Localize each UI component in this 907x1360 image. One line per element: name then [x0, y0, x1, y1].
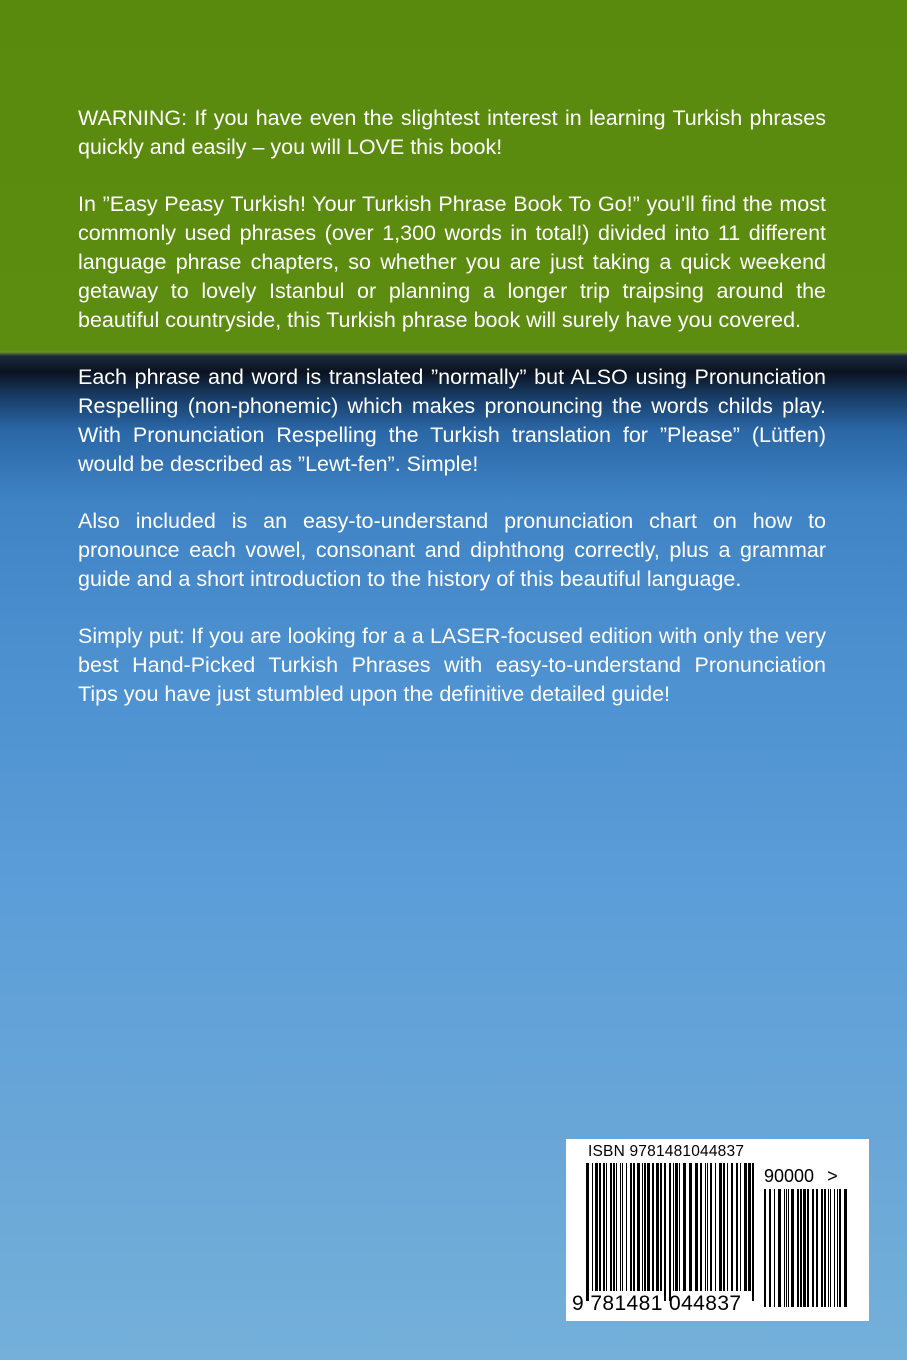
barcode-bar-9 [800, 1189, 802, 1307]
isbn-label: ISBN 9781481044837 [588, 1143, 745, 1160]
barcode-bar-8 [616, 1163, 617, 1291]
blurb-paragraph-pronunciation: Each phrase and word is translated ”normally” but ALSO using Pronunciation Respelling (non-phonemic) which makes pronouncing the words childs play. With Pronunciation Respelling the Turkish translation for ”Please” (Lütfen) would be described as ”Lewt-fen”. Simple! [78, 365, 826, 476]
barcode-bar-3 [778, 1189, 781, 1307]
barcode-bar-21 [844, 1189, 847, 1307]
barcode-bar-40 [744, 1163, 747, 1291]
barcode-bar-42 [752, 1163, 754, 1301]
barcode-bar-20 [660, 1163, 662, 1291]
barcode-bar-27 [689, 1163, 692, 1291]
barcode-bar-12 [630, 1163, 632, 1291]
blurb-paragraph-summary: Simply put: If you are looking for a a LASER-focused edition with only the very best Hand-Picked Turkish Phrases with easy-to-understand Pronunciation Tips you have just stumbled upon the definitive detailed guide! [78, 624, 826, 706]
barcode-bar-6 [788, 1189, 789, 1307]
isbn-digits: 9 781481 044837 [572, 1292, 742, 1315]
barcode-bar-16 [644, 1163, 646, 1291]
barcode-bar-37 [731, 1163, 733, 1291]
barcode-bar-5 [606, 1163, 607, 1291]
barcode-bar-7 [613, 1163, 615, 1291]
barcode-bar-22 [669, 1163, 671, 1301]
barcode-bar-1 [592, 1163, 593, 1291]
barcode-bar-25 [679, 1163, 680, 1291]
barcode-bar-11 [807, 1189, 809, 1307]
barcode-bar-3 [599, 1163, 601, 1291]
barcode-bar-38 [736, 1163, 738, 1291]
barcode-bar-17 [830, 1189, 831, 1307]
barcode-bar-26 [683, 1163, 686, 1291]
blurb-text [78, 104, 826, 737]
barcode-bar-4 [603, 1163, 605, 1291]
barcode-bar-35 [723, 1163, 725, 1291]
barcode-bar-30 [705, 1163, 706, 1291]
barcode-bar-8 [797, 1189, 799, 1307]
barcode-bar-1 [769, 1189, 771, 1307]
barcode-bar-7 [791, 1189, 794, 1307]
barcode-bar-17 [647, 1163, 650, 1291]
price-code [764, 1166, 838, 1187]
barcode-bar-2 [595, 1163, 598, 1291]
barcode-bar-36 [727, 1163, 728, 1291]
barcode-bar-9 [620, 1163, 621, 1291]
barcode-bar-13 [816, 1189, 818, 1307]
barcode-bar-14 [637, 1163, 640, 1291]
barcode-bar-4 [784, 1189, 785, 1307]
barcode-bar-10 [803, 1189, 806, 1307]
barcode-bar-34 [719, 1163, 722, 1291]
barcode-bar-18 [652, 1163, 654, 1291]
barcode-bar-23 [673, 1163, 674, 1291]
barcode-bar-10 [622, 1163, 623, 1291]
barcode-bar-2 [774, 1189, 775, 1307]
barcode-bar-0 [586, 1163, 589, 1301]
blurb-paragraph-chart: Also included is an easy-to-understand pronunciation chart on how to pronounce each vowel, consonant and diphthong correctly, plus a grammar guide and a short introduction to the history of this beautiful language. [78, 509, 826, 591]
isbn-barcode-box [566, 1139, 869, 1321]
barcode-bar-39 [740, 1163, 741, 1291]
barcode-bar-21 [664, 1163, 666, 1301]
barcode-bar-31 [707, 1163, 708, 1291]
barcode-bar-18 [834, 1189, 835, 1307]
barcode-bar-20 [839, 1189, 841, 1307]
barcode-bar-24 [675, 1163, 678, 1291]
price-code-arrow: > [827, 1166, 838, 1186]
barcode-bar-33 [715, 1163, 716, 1291]
barcode-bar-16 [828, 1189, 829, 1307]
barcode-bar-19 [656, 1163, 659, 1291]
barcode-bar-19 [837, 1189, 838, 1307]
barcode-bar-11 [626, 1163, 627, 1291]
barcode-bar-15 [824, 1189, 826, 1307]
barcode-bar-28 [695, 1163, 698, 1291]
barcode-bar-32 [710, 1163, 712, 1291]
blurb-paragraph-intro: In ”Easy Peasy Turkish! Your Turkish Phrase Book To Go!” you'll find the most commonly used phrases (over 1,300 words in total!) divided into 11 different language phrase chapters, so whether you are just taking a quick weekend getaway to lovely Istanbul or planning a longer trip traipsing around the beautiful countryside, this Turkish phrase book will surely have you covered. [78, 192, 826, 332]
price-code-number: 90000 [764, 1166, 815, 1186]
blurb-paragraph-warning: WARNING: If you have even the slightest interest in learning Turkish phrases quickly and easily – you will LOVE this book! [78, 106, 826, 159]
barcode-bar-29 [700, 1163, 702, 1291]
barcode-bar-41 [748, 1163, 751, 1291]
barcode-bar-14 [821, 1189, 823, 1307]
barcode-bar-15 [642, 1163, 643, 1291]
barcode-bar-5 [786, 1189, 787, 1307]
barcode-bar-0 [764, 1189, 766, 1307]
barcode-bar-12 [812, 1189, 814, 1307]
barcode-bar-6 [610, 1163, 612, 1291]
barcode-bar-13 [633, 1163, 635, 1291]
